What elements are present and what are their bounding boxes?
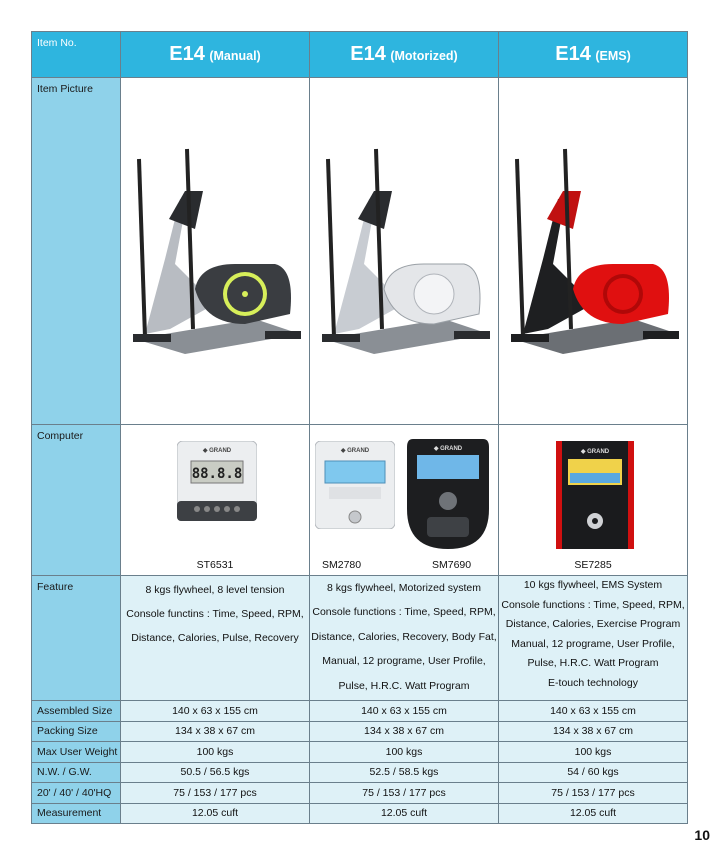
elliptical-trainer-icon xyxy=(125,139,305,359)
brand-logo: ◆ GRAND xyxy=(202,448,232,454)
spec-row-container-load xyxy=(32,783,688,804)
computer-model-sm2780: SM2780 xyxy=(322,559,362,571)
spec-value: 75 / 153 / 177 pcs xyxy=(121,783,310,804)
computer-label: Computer xyxy=(32,425,121,576)
svg-text:◆ GRAND: ◆ GRAND xyxy=(433,446,463,452)
model-name: E14 xyxy=(555,43,591,65)
spec-value: 54 / 60 kgs xyxy=(499,762,688,783)
model-variant: (Manual) xyxy=(209,49,261,63)
computer-cell-ems xyxy=(499,425,688,576)
feature-label: Feature xyxy=(32,576,121,701)
spec-value: 50.5 / 56.5 kgs xyxy=(121,762,310,783)
spec-label: N.W. / G.W. xyxy=(32,762,121,783)
spec-value: 12.05 cuft xyxy=(310,803,499,824)
console-icon xyxy=(315,441,395,529)
feature-line: Console functions : Time, Speed, RPM, xyxy=(501,598,685,611)
console-icon xyxy=(556,441,634,549)
spec-value: 140 x 63 x 155 cm xyxy=(499,701,688,722)
elliptical-trainer-icon xyxy=(503,139,683,359)
feature-line: 8 kgs flywheel, 8 level tension xyxy=(145,584,285,596)
spec-value: 100 kgs xyxy=(310,742,499,763)
feature-cell-motorized xyxy=(310,576,499,701)
spec-value: 134 x 38 x 67 cm xyxy=(499,721,688,742)
spec-value: 100 kgs xyxy=(499,742,688,763)
feature-line: 8 kgs flywheel, Motorized system xyxy=(326,582,482,594)
computer-cell-manual xyxy=(121,425,310,576)
feature-line: 10 kgs flywheel, EMS System xyxy=(523,579,663,591)
feature-line: Manual, 12 programe, User Profile, xyxy=(322,655,486,668)
computer-model-se7285: SE7285 xyxy=(574,559,612,571)
spec-value: 134 x 38 x 67 cm xyxy=(121,721,310,742)
feature-line: Console functions : Time, Speed, RPM, xyxy=(312,606,496,619)
console-icon xyxy=(407,439,489,549)
elliptical-trainer-icon xyxy=(314,139,494,359)
model-name: E14 xyxy=(169,43,205,65)
product-header-3 xyxy=(499,32,688,78)
product-header-1 xyxy=(121,32,310,78)
feature-row xyxy=(32,576,688,701)
feature-line: Console functins : Time, Speed, RPM, xyxy=(126,608,304,620)
console-icon xyxy=(177,441,257,521)
feature-line: Pulse, H.R.C. Watt Program xyxy=(527,657,659,669)
computer-model-st6531: ST6531 xyxy=(196,559,234,571)
spec-label: Max User Weight xyxy=(32,742,121,763)
spec-label: Assembled Size xyxy=(32,701,121,722)
computer-model-sm7690: SM7690 xyxy=(432,559,472,571)
spec-row-measurement xyxy=(32,803,688,824)
spec-value: 140 x 63 x 155 cm xyxy=(121,701,310,722)
spec-value: 134 x 38 x 67 cm xyxy=(310,721,499,742)
model-variant: (Motorized) xyxy=(390,49,458,63)
spec-label: Packing Size xyxy=(32,721,121,742)
spec-row-assembled-size xyxy=(32,701,688,722)
feature-line: Distance, Calories, Pulse, Recovery xyxy=(131,632,299,644)
spec-value: 12.05 cuft xyxy=(499,803,688,824)
spec-value: 75 / 153 / 177 pcs xyxy=(499,783,688,804)
spec-row-packing-size xyxy=(32,721,688,742)
elliptical-image-ems xyxy=(499,78,688,425)
computer-row xyxy=(32,425,688,576)
spec-value: 52.5 / 58.5 kgs xyxy=(310,762,499,783)
spec-table xyxy=(31,31,688,824)
spec-value: 140 x 63 x 155 cm xyxy=(310,701,499,722)
page-number: 10 xyxy=(694,827,710,843)
spec-row-weights xyxy=(32,762,688,783)
item-no-label: Item No. xyxy=(32,32,121,78)
header-row xyxy=(32,32,688,78)
svg-text:88.8.8: 88.8.8 xyxy=(191,466,243,482)
computer-cell-motorized xyxy=(310,425,499,576)
spec-value: 100 kgs xyxy=(121,742,310,763)
feature-line: Distance, Calories, Exercise Program xyxy=(505,618,681,630)
spec-label: 20' / 40' / 40'HQ xyxy=(32,783,121,804)
feature-line: Manual, 12 programe, User Profile, xyxy=(511,637,675,650)
elliptical-image-motorized xyxy=(310,78,499,425)
feature-line: Distance, Calories, Recovery, Body Fat, xyxy=(311,630,497,643)
feature-cell-manual xyxy=(121,576,310,701)
model-name: E14 xyxy=(350,43,386,65)
elliptical-image-manual xyxy=(121,78,310,425)
spec-value: 75 / 153 / 177 pcs xyxy=(310,783,499,804)
picture-row xyxy=(32,78,688,425)
product-header-2 xyxy=(310,32,499,78)
model-variant: (EMS) xyxy=(595,49,631,63)
svg-text:◆ GRAND: ◆ GRAND xyxy=(340,448,370,454)
spec-value: 12.05 cuft xyxy=(121,803,310,824)
feature-cell-ems xyxy=(499,576,688,701)
item-picture-label: Item Picture xyxy=(32,78,121,425)
feature-line: Pulse, H.R.C. Watt Program xyxy=(338,679,470,692)
spec-row-max-user-weight xyxy=(32,742,688,763)
feature-line: E-touch technology xyxy=(548,676,638,689)
svg-text:◆ GRAND: ◆ GRAND xyxy=(580,449,610,455)
spec-label: Measurement xyxy=(32,803,121,824)
